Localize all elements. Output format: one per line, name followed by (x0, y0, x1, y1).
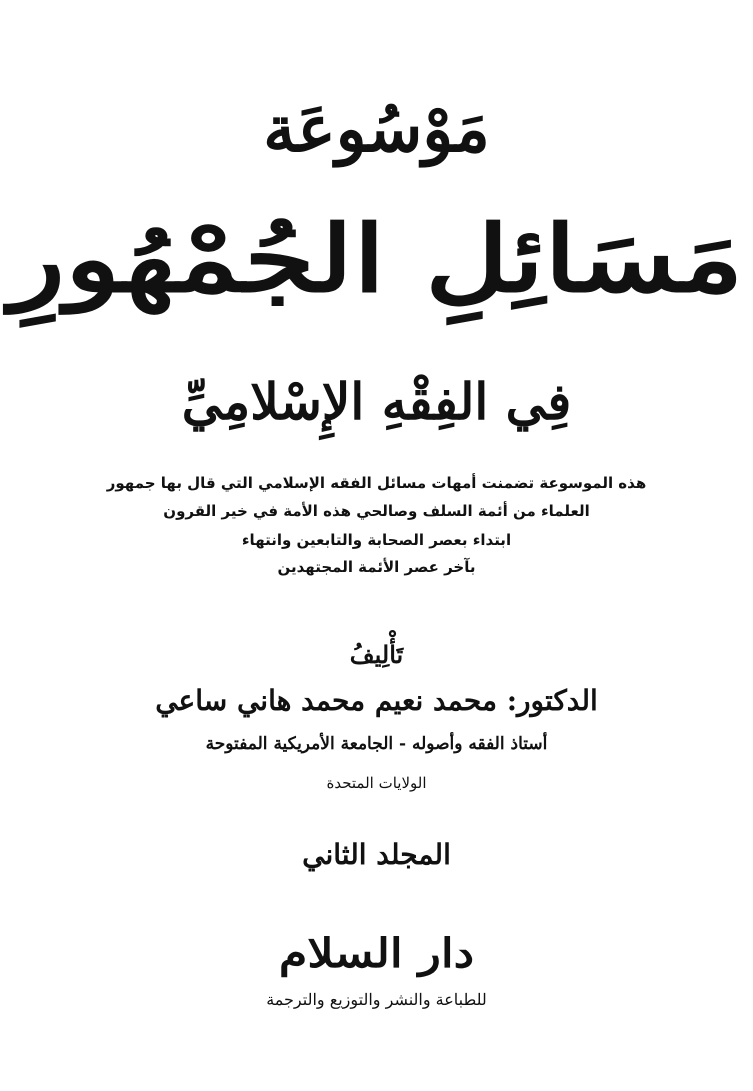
description-line: هذه الموسوعة تضمنت أمهات مسائل الفقه الإسلامي التي قال بها جمهور (106, 474, 647, 492)
subtitle: فِي الفِقْهِ الإِسْلامِيِّ (181, 372, 572, 431)
description-line: ابتداء بعصر الصحابة والتابعين وانتهاء (241, 531, 512, 549)
title-encyclopedia: مَوْسُوعَة (263, 92, 490, 167)
main-title: مَسَائِلِ الجُمْهُورِ (9, 205, 744, 313)
authorship-label: تَأْلِيفُ (349, 640, 404, 669)
author-position: أستاذ الفقه وأصوله - الجامعة الأمريكية المفتوحة (205, 734, 548, 754)
publisher-name: دار السلام (278, 930, 475, 977)
author-name: الدكتور: محمد نعيم محمد هاني ساعي (155, 684, 598, 717)
publisher-subtitle: للطباعة والنشر والتوزيع والترجمة (266, 990, 487, 1009)
volume-label: المجلد الثاني (302, 838, 451, 871)
description-line: بآخر عصر الأئمة المجتهدين (277, 558, 476, 576)
author-country: الولايات المتحدة (326, 774, 427, 792)
description-line: العلماء من أئمة السلف وصالحي هذه الأمة في خير القرون (163, 502, 590, 520)
